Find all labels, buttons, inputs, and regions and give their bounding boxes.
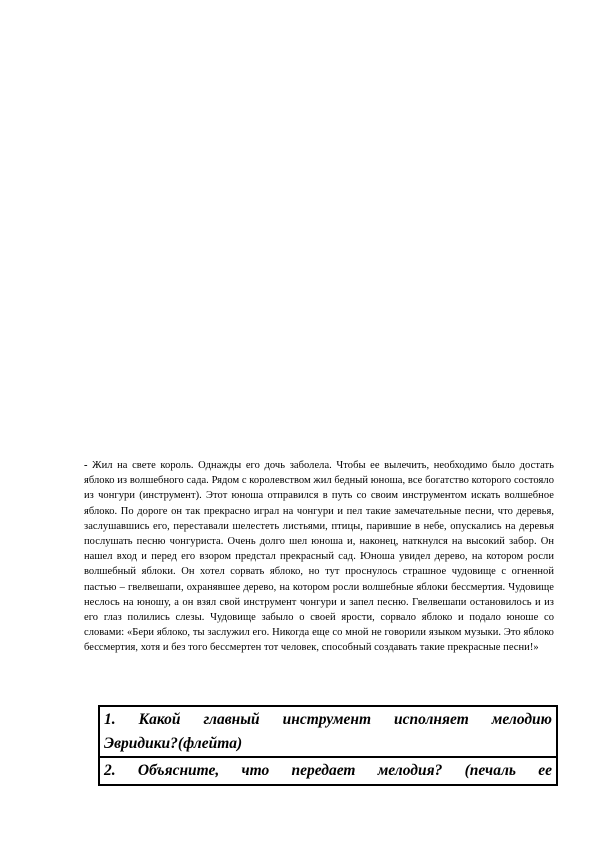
question-1-line-2: Эвридики?(флейта) xyxy=(104,735,243,752)
story-text: Жил на свете король. Однажды его дочь заболела. Чтобы ее вылечить, необходимо было достать яблоко из волшебного сада. Рядом с королевством жил бедный юноша, все богатство которого состояло из чонгури (инструмент). Этот юноша отправился в путь со своим инструментом искать волшебное яблоко. По дороге он так прекрасно играл на чонгури и пел такие замечательные песни, что деревья, заслушавшись его, переставали шелестеть листьями, птицы, парившие в небе, опускались на деревья послушать песню чонгуриста. Очень долго шел юноша и, наконец, наткнулся на высокий забор. Он нашел вход и перед его взором предстал прекрасный сад. Юноша увидел дерево, на котором росли волшебный яблоки. Он хотел сорвать яблоко, но тут проснулось страшное чудовище с огненной пастью – гвелвешапи, охранявшее дерево, на котором росли волшебные яблоки бессмертия. Чудовище неслось на юношу, а он взял свой инструмент чонгури и запел песню. Гвелвешапи остановилось и из его глаз полились слезы. Чудовище забыло о своей ярости, сорвало яблоко и подало юноше со словами: «Бери яблоко, ты заслужил его. Никогда еще со мной не говорили языком музыки. Это яблоко бессмертия, хотя и без того бессмертен тот человек, способный создавать такие прекрасные песни!» xyxy=(84,460,554,654)
story-paragraph xyxy=(84,458,554,656)
question-2-line-1: 2. Объясните, что передает мелодия? (печаль ее xyxy=(104,762,552,779)
questions-table xyxy=(98,705,558,786)
question-cell-2 xyxy=(99,757,557,785)
question-1-line-1: 1. Какой главный инструмент исполняет мелодию xyxy=(104,711,552,728)
question-row-2 xyxy=(99,757,557,785)
question-row-1 xyxy=(99,706,557,757)
story-dash: - xyxy=(84,460,88,471)
question-cell-1 xyxy=(99,706,557,757)
